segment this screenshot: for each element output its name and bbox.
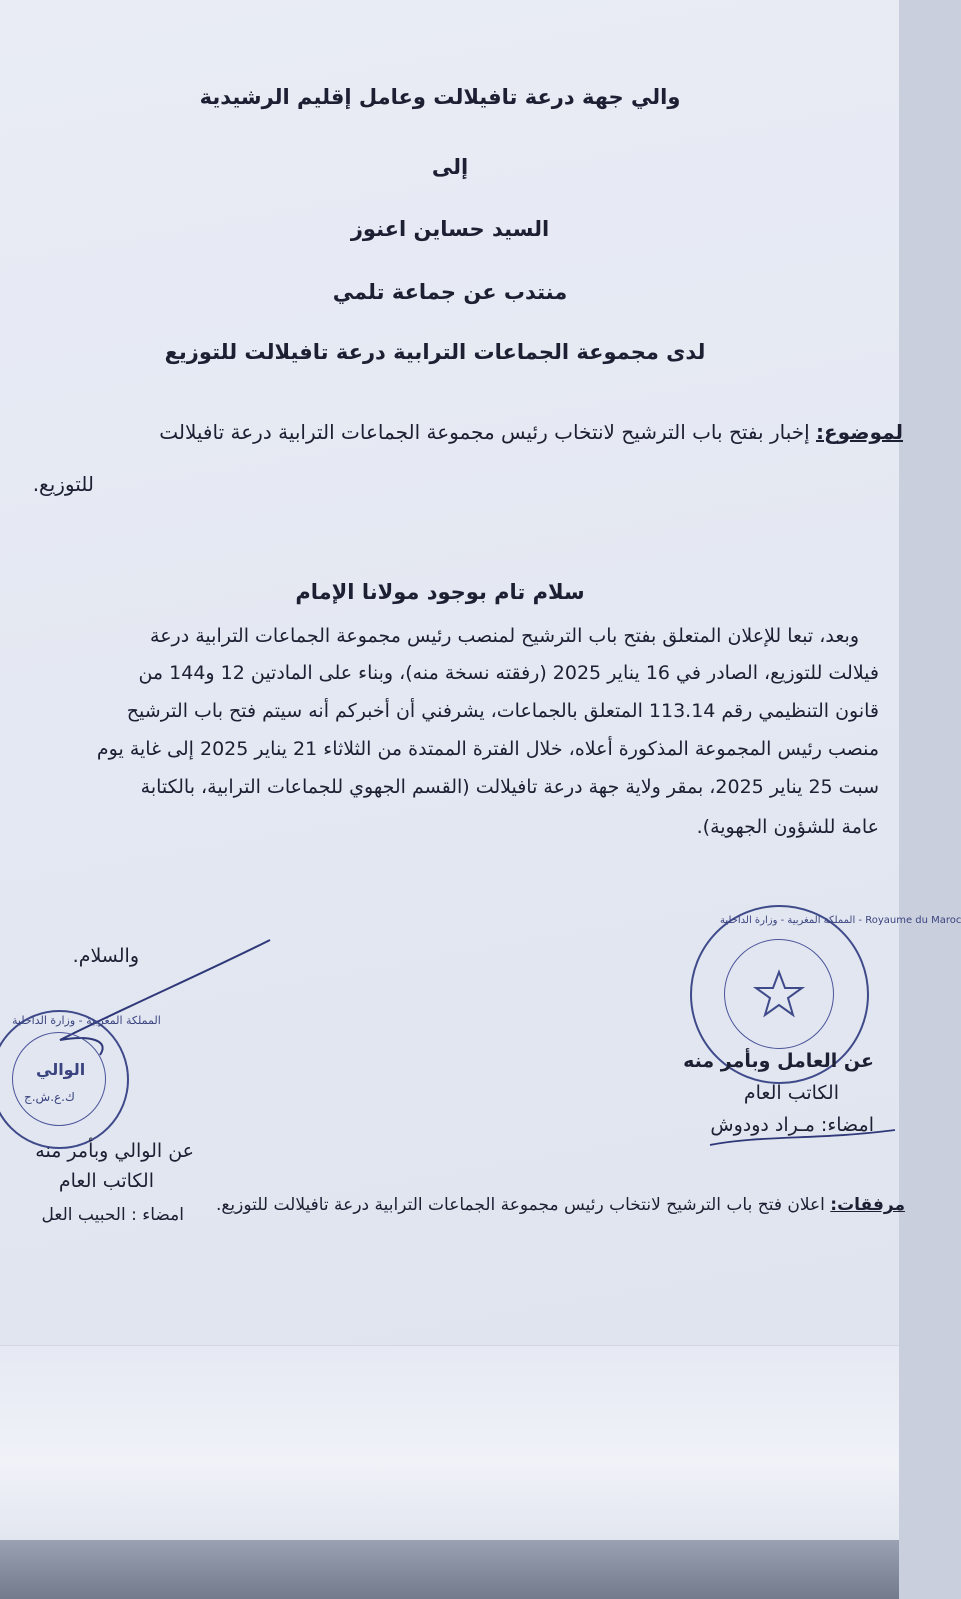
sig-left-line2: الكاتب العام: [58, 1170, 154, 1192]
sender-title: والي جهة درعة تافيلالت وعامل إقليم الرشيدية: [199, 85, 681, 109]
subject-text-1: إخبار بفتح باب الترشيح لانتخاب رئيس مجموعة الجماعات الترابية درعة تافيلالت: [159, 420, 810, 444]
subject-text-2: للتوزيع.: [32, 472, 94, 496]
sig-right-line3: امضاء: مـراد دودوش: [710, 1114, 874, 1136]
surface-below-paper: [0, 1540, 899, 1599]
paper-fold: [0, 1345, 899, 1541]
body-line-2: فيلالت للتوزيع، الصادر في 16 يناير 2025 (رفقته نسخة منه)، وبناء على المادتين 12 و144 من: [138, 662, 879, 684]
body-line-5: سبت 25 يناير 2025، بمقر ولاية جهة درعة تافيلالت (القسم الجهوي للجماعات الترابية، بالكتابة: [140, 776, 879, 798]
stamp-left-code: ك.ع.ش.ج: [24, 1090, 75, 1104]
closing: والسلام.: [72, 945, 139, 967]
stamp-right-ring: المملكة المغربية - وزارة الداخلية - Royaume du Maroc: [720, 915, 961, 926]
stamp-left-ring: المملكة المغربية - وزارة الداخلية: [12, 1014, 161, 1027]
greeting: سلام تام بوجود مولانا الإمام: [295, 580, 585, 604]
body-line-6: عامة للشؤون الجهوية).: [696, 816, 879, 838]
body-line-1: وبعد، تبعا للإعلان المتعلق بفتح باب الترشيح لمنصب رئيس مجموعة الجماعات الترابية درعة: [150, 625, 859, 647]
body-line-3: قانون التنظيمي رقم 113.14 المتعلق بالجماعات، يشرفني أن أخبركم أنه سيتم فتح باب الترشيح: [126, 700, 879, 722]
star-emblem-icon: [754, 969, 804, 1019]
recipient-name: السيد حساين اعنوز: [350, 217, 550, 241]
sig-right-line2: الكاتب العام: [743, 1082, 839, 1104]
attachments-line: [216, 1195, 905, 1215]
stamp-left-title: الوالي: [36, 1060, 86, 1079]
attachments-text: اعلان فتح باب الترشيح لانتخاب رئيس مجموعة الجماعات الترابية درعة تافيلالت للتوزيع.: [215, 1195, 825, 1215]
sig-left-line3: امضاء : الحبيب العل: [41, 1205, 184, 1225]
recipient-org: لدى مجموعة الجماعات الترابية درعة تافيلالت للتوزيع: [164, 340, 706, 364]
subject-line: [159, 420, 903, 444]
attachments-label: مرفقات:: [830, 1195, 905, 1215]
right-signature-scribble: [700, 1110, 899, 1160]
sig-right-line1: عن العامل وبأمر منه: [683, 1050, 874, 1072]
subject-label: لموضوع:: [816, 420, 903, 444]
sig-left-line1: عن الوالي وبأمر منه: [35, 1140, 194, 1162]
body-line-4: منصب رئيس المجموعة المذكورة أعلاه، خلال الفترة الممتدة من الثلاثاء 21 يناير 2025 إلى غاية يوم: [96, 738, 879, 760]
recipient-role: منتدب عن جماعة تلمي: [332, 280, 568, 304]
to-label: إلى: [431, 155, 469, 179]
